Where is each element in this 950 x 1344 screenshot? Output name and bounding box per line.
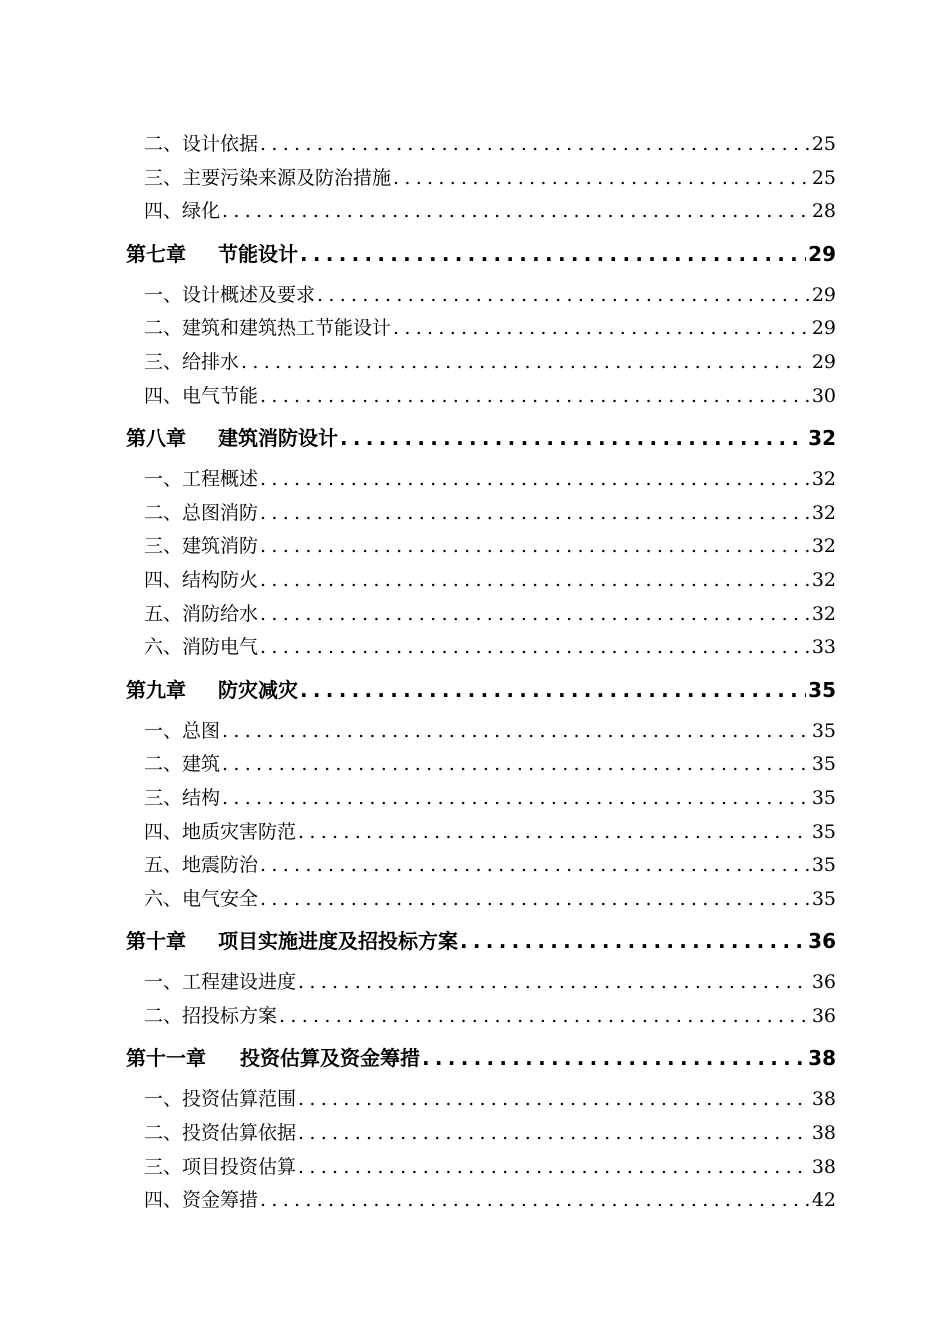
toc-dot-leader bbox=[260, 631, 810, 665]
toc-section-entry[interactable] bbox=[126, 966, 836, 1000]
toc-section-title: 三、给排水 bbox=[144, 350, 240, 373]
toc-section-entry[interactable] bbox=[126, 849, 836, 883]
toc-section-title: 四、电气节能 bbox=[144, 384, 259, 407]
toc-page-number: 32 bbox=[811, 568, 836, 591]
toc-page-number: 42 bbox=[811, 1189, 836, 1212]
toc-page-number: 25 bbox=[811, 166, 836, 189]
toc-chapter-number: 第七章 bbox=[126, 241, 186, 266]
toc-page-number: 30 bbox=[811, 384, 836, 407]
toc-section-entry[interactable] bbox=[126, 463, 836, 497]
toc-section-title: 二、投资估算依据 bbox=[144, 1122, 297, 1145]
toc-chapter-entry[interactable] bbox=[126, 233, 836, 275]
toc-section-entry[interactable] bbox=[126, 497, 836, 531]
toc-dot-leader bbox=[317, 279, 810, 313]
toc-page-number: 35 bbox=[808, 677, 836, 702]
toc-section-entry[interactable] bbox=[126, 380, 836, 414]
toc-section-entry[interactable] bbox=[126, 1184, 836, 1218]
toc-section-title: 一、投资估算范围 bbox=[144, 1088, 297, 1111]
toc-page-number: 35 bbox=[811, 753, 836, 776]
toc-page-number: 38 bbox=[811, 1155, 836, 1178]
toc-section-entry[interactable] bbox=[126, 816, 836, 850]
toc-dot-leader bbox=[222, 195, 810, 229]
toc-section-entry[interactable] bbox=[126, 1083, 836, 1117]
toc-chapter-number: 第九章 bbox=[126, 677, 186, 702]
toc-section-title: 二、总图消防 bbox=[144, 501, 259, 524]
toc-section-title: 五、地震防治 bbox=[144, 854, 259, 877]
toc-section-title: 四、地质灾害防范 bbox=[144, 820, 297, 843]
toc-section-entry[interactable] bbox=[126, 530, 836, 564]
toc-page-number: 32 bbox=[811, 501, 836, 524]
toc-dot-leader bbox=[393, 162, 810, 196]
toc-chapter-number: 第八章 bbox=[126, 426, 186, 451]
toc-page-number: 32 bbox=[811, 602, 836, 625]
toc-dot-leader bbox=[260, 380, 810, 414]
toc-dot-leader bbox=[460, 920, 806, 962]
toc-chapter-title: 项目实施进度及招投标方案 bbox=[218, 929, 458, 954]
toc-section-title: 三、建筑消防 bbox=[144, 535, 259, 558]
toc-dot-leader bbox=[260, 128, 810, 162]
toc-dot-leader bbox=[260, 1184, 810, 1218]
toc-dot-leader bbox=[300, 669, 806, 711]
toc-page-number: 38 bbox=[811, 1088, 836, 1111]
toc-dot-leader bbox=[260, 497, 810, 531]
toc-section-title: 一、工程概述 bbox=[144, 468, 259, 491]
toc-section-entry[interactable] bbox=[126, 631, 836, 665]
toc-dot-leader bbox=[340, 417, 806, 459]
toc-page-number: 28 bbox=[811, 200, 836, 223]
toc-dot-leader bbox=[260, 883, 810, 917]
toc-section-entry[interactable] bbox=[126, 346, 836, 380]
toc-page-number: 38 bbox=[808, 1046, 836, 1071]
toc-dot-leader bbox=[241, 346, 810, 380]
toc-section-title: 六、电气安全 bbox=[144, 887, 259, 910]
toc-page-number: 36 bbox=[811, 971, 836, 994]
toc-page-number: 29 bbox=[808, 241, 836, 266]
toc-chapter-entry[interactable] bbox=[126, 669, 836, 711]
toc-section-entry[interactable] bbox=[126, 162, 836, 196]
toc-chapter-entry[interactable] bbox=[126, 417, 836, 459]
toc-section-entry[interactable] bbox=[126, 883, 836, 917]
toc-dot-leader bbox=[260, 463, 810, 497]
toc-section-title: 二、建筑和建筑热工节能设计 bbox=[144, 317, 392, 340]
table-of-contents bbox=[126, 128, 836, 1218]
toc-dot-leader bbox=[393, 312, 810, 346]
toc-dot-leader bbox=[260, 598, 810, 632]
toc-section-entry[interactable] bbox=[126, 598, 836, 632]
toc-page-number: 35 bbox=[811, 719, 836, 742]
toc-section-title: 三、结构 bbox=[144, 786, 221, 809]
toc-section-title: 一、总图 bbox=[144, 719, 221, 742]
toc-page-number: 35 bbox=[811, 854, 836, 877]
toc-page-number: 32 bbox=[811, 468, 836, 491]
toc-chapter-entry[interactable] bbox=[126, 920, 836, 962]
toc-section-entry[interactable] bbox=[126, 128, 836, 162]
toc-section-title: 五、消防给水 bbox=[144, 602, 259, 625]
toc-dot-leader bbox=[222, 715, 810, 749]
toc-section-entry[interactable] bbox=[126, 1151, 836, 1185]
toc-section-title: 一、工程建设进度 bbox=[144, 971, 297, 994]
toc-section-entry[interactable] bbox=[126, 715, 836, 749]
toc-section-entry[interactable] bbox=[126, 748, 836, 782]
toc-dot-leader bbox=[260, 530, 810, 564]
toc-section-title: 二、招投标方案 bbox=[144, 1004, 278, 1027]
toc-dot-leader bbox=[279, 1000, 810, 1034]
toc-dot-leader bbox=[300, 233, 806, 275]
toc-chapter-title: 防灾减灾 bbox=[218, 677, 298, 702]
toc-page-number: 35 bbox=[811, 887, 836, 910]
toc-section-entry[interactable] bbox=[126, 782, 836, 816]
toc-dot-leader bbox=[298, 1117, 810, 1151]
toc-page-number: 25 bbox=[811, 133, 836, 155]
toc-dot-leader bbox=[260, 849, 810, 883]
toc-page-number: 33 bbox=[811, 636, 836, 659]
toc-section-title: 六、消防电气 bbox=[144, 636, 259, 659]
toc-section-entry[interactable] bbox=[126, 312, 836, 346]
toc-section-entry[interactable] bbox=[126, 1000, 836, 1034]
toc-section-entry[interactable] bbox=[126, 564, 836, 598]
toc-chapter-number: 第十一章 bbox=[126, 1046, 206, 1071]
toc-page-number: 36 bbox=[811, 1004, 836, 1027]
toc-section-title: 一、设计概述及要求 bbox=[144, 283, 316, 306]
toc-section-title: 四、结构防火 bbox=[144, 568, 259, 591]
toc-chapter-entry[interactable] bbox=[126, 1037, 836, 1079]
toc-page-number: 29 bbox=[811, 283, 836, 306]
toc-section-title: 三、项目投资估算 bbox=[144, 1155, 297, 1178]
toc-section-entry[interactable] bbox=[126, 1117, 836, 1151]
toc-section-entry[interactable] bbox=[126, 195, 836, 229]
toc-section-title: 四、绿化 bbox=[144, 200, 221, 223]
toc-chapter-number: 第十章 bbox=[126, 929, 186, 954]
toc-page-number: 36 bbox=[808, 929, 836, 954]
toc-chapter-title: 节能设计 bbox=[218, 241, 298, 266]
toc-section-title: 二、设计依据 bbox=[144, 133, 259, 155]
toc-page-number: 29 bbox=[811, 350, 836, 373]
toc-page-number: 38 bbox=[811, 1122, 836, 1145]
toc-page-number: 35 bbox=[811, 820, 836, 843]
toc-dot-leader bbox=[222, 748, 810, 782]
toc-chapter-title: 建筑消防设计 bbox=[218, 426, 338, 451]
toc-page-number: 35 bbox=[811, 786, 836, 809]
toc-section-entry[interactable] bbox=[126, 279, 836, 313]
toc-section-title: 四、资金筹措 bbox=[144, 1189, 259, 1212]
toc-page-number: 32 bbox=[811, 535, 836, 558]
toc-chapter-title: 投资估算及资金筹措 bbox=[240, 1046, 420, 1071]
toc-dot-leader bbox=[298, 1151, 810, 1185]
toc-page-number: 32 bbox=[808, 426, 836, 451]
toc-section-title: 三、主要污染来源及防治措施 bbox=[144, 166, 392, 189]
toc-section-title: 二、建筑 bbox=[144, 753, 221, 776]
toc-dot-leader bbox=[298, 816, 810, 850]
toc-dot-leader bbox=[260, 564, 810, 598]
toc-dot-leader bbox=[222, 782, 810, 816]
toc-dot-leader bbox=[422, 1037, 806, 1079]
toc-dot-leader bbox=[298, 1083, 810, 1117]
toc-dot-leader bbox=[298, 966, 810, 1000]
toc-page-number: 29 bbox=[811, 317, 836, 340]
